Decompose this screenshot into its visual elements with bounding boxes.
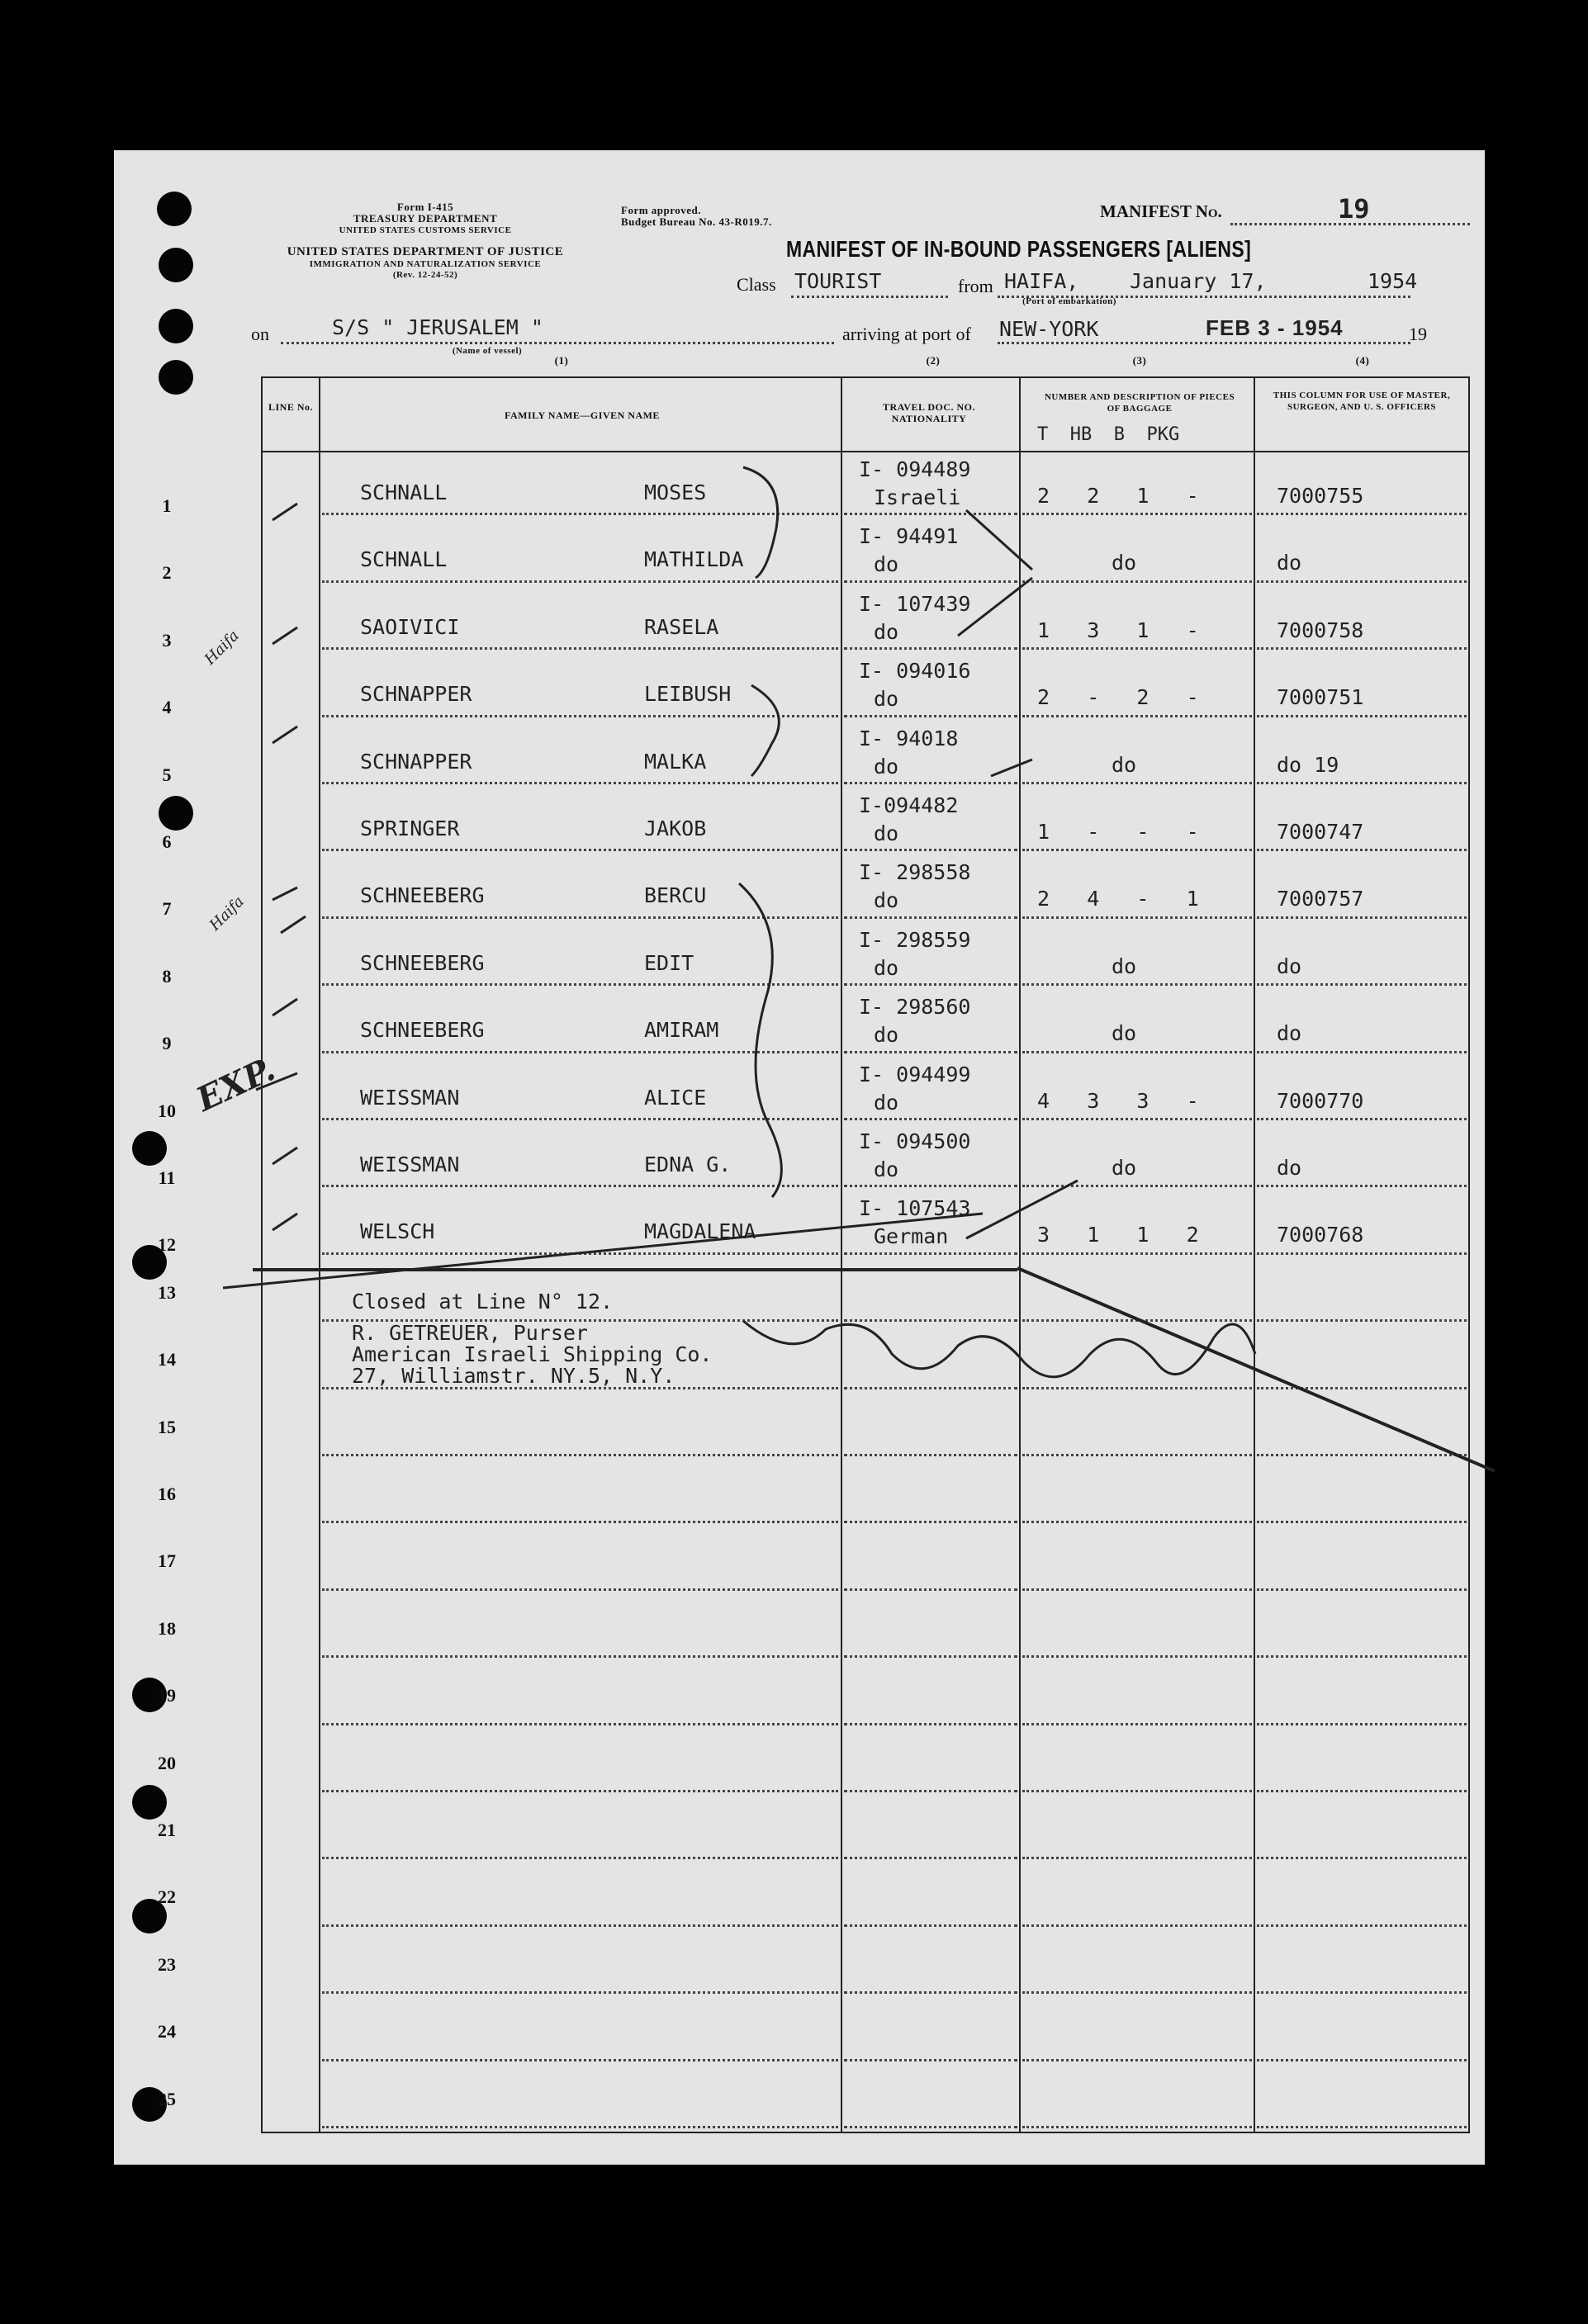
nationality: do	[874, 552, 899, 577]
baggage-count: 2 2 1 -	[1037, 484, 1199, 508]
ins-service: IMMIGRATION AND NATURALIZATION SERVICE	[309, 259, 542, 269]
margin-note: Haifa	[206, 892, 248, 935]
given-name: EDNA G.	[644, 1153, 732, 1176]
baggage-count: 2 4 - 1	[1037, 887, 1199, 911]
officer-reference: 7000768	[1277, 1223, 1364, 1247]
closing-line-4: 27, Williamstr. NY.5, N.Y.	[352, 1364, 675, 1388]
baggage-count: 4 3 3 -	[1037, 1088, 1199, 1113]
nationality: do	[874, 955, 899, 980]
given-name: ALICE	[644, 1085, 707, 1110]
nationality: do	[874, 821, 899, 845]
embark-date: January 17,	[1130, 269, 1267, 293]
col-num-2: (2)	[926, 354, 941, 367]
family-name: SCHNEEBERG	[360, 950, 485, 975]
year-suffix: 19	[1409, 324, 1427, 344]
baggage-count: 1 - - -	[1037, 820, 1199, 844]
customs-service: UNITED STATES CUSTOMS SERVICE	[339, 225, 512, 235]
officer-reference: 7000757	[1277, 887, 1364, 911]
given-name: EDIT	[644, 950, 694, 975]
from-label: from	[958, 276, 993, 296]
line-number: 12	[158, 1234, 176, 1256]
officer-reference: do 19	[1277, 752, 1339, 777]
family-name: SCHNEEBERG	[360, 1018, 485, 1043]
family-name: SCHNAPPER	[360, 749, 472, 774]
line-number: 21	[158, 1820, 176, 1840]
header-line-no: LINE No.	[268, 401, 313, 413]
family-name: WELSCH	[360, 1219, 435, 1244]
manifest-title: MANIFEST OF IN-BOUND PASSENGERS [ALIENS]	[786, 236, 1252, 262]
justice-dept: UNITED STATES DEPARTMENT OF JUSTICE	[287, 245, 564, 258]
nationality: Israeli	[874, 485, 961, 509]
family-name: SCHNALL	[360, 547, 448, 572]
travel-doc-number: I- 094489	[859, 457, 971, 481]
closing-line-3: American Israeli Shipping Co.	[352, 1342, 713, 1366]
nationality: do	[874, 687, 899, 712]
given-name: RASELA	[644, 614, 719, 639]
line-number: 2	[162, 562, 172, 584]
line-number: 8	[162, 965, 172, 987]
line-number: 22	[158, 1886, 176, 1908]
travel-doc-number: I- 94018	[859, 726, 959, 750]
baggage-count: do	[1112, 752, 1137, 777]
header-officers: THIS COLUMN FOR USE OF MASTER, SURGEON, AND U. S. OFFICERS	[1273, 390, 1451, 412]
embark-year: 1954	[1368, 269, 1418, 293]
officer-reference: do	[1277, 954, 1302, 978]
travel-doc-number: I- 298559	[859, 927, 971, 952]
given-name: MAGDALENA	[644, 1219, 756, 1244]
form-number: Form I-415	[396, 201, 454, 213]
family-name: SCHNEEBERG	[360, 883, 485, 908]
officer-reference: 7000755	[1277, 484, 1364, 508]
family-name: SCHNAPPER	[360, 682, 472, 707]
line-number: 7	[162, 898, 172, 920]
class-label: Class	[737, 274, 776, 295]
col-num-3: (3)	[1132, 354, 1147, 367]
arrival-port: NEW-YORK	[999, 317, 1099, 341]
baggage-count: 1 3 1 -	[1037, 618, 1199, 642]
arriving-label: arriving at port of	[842, 324, 971, 344]
line-number: 18	[158, 1617, 176, 1639]
given-name: AMIRAM	[644, 1018, 719, 1043]
line-number: 20	[158, 1752, 176, 1773]
nationality: do	[874, 1090, 899, 1115]
baggage-count: do	[1112, 551, 1137, 575]
baggage-count: do	[1112, 954, 1137, 978]
arrival-date-stamp: FEB 3 - 1954	[1206, 315, 1344, 340]
officer-reference: 7000751	[1277, 685, 1364, 710]
line-number: 15	[158, 1416, 176, 1437]
given-name: MALKA	[644, 749, 707, 774]
manifest-number: 19	[1338, 193, 1370, 225]
line-number: 13	[158, 1281, 176, 1303]
vessel-note: (Name of vessel)	[452, 346, 523, 356]
embark-port: HAIFA,	[1004, 269, 1079, 293]
baggage-count: 3 1 1 2	[1037, 1223, 1199, 1247]
on-label: on	[251, 324, 269, 344]
officer-reference: 7000770	[1277, 1088, 1364, 1113]
officer-reference: do	[1277, 1156, 1302, 1180]
class-value: TOURIST	[794, 269, 882, 293]
header-name: FAMILY NAME—GIVEN NAME	[505, 409, 660, 421]
closing-line-2: R. GETREUER, Purser	[352, 1321, 588, 1345]
officer-reference: do	[1277, 1021, 1302, 1046]
travel-doc-number: I- 298560	[859, 995, 971, 1020]
travel-doc-number: I- 107543	[859, 1196, 971, 1221]
header-travel-doc: TRAVEL DOC. NO. NATIONALITY	[883, 401, 975, 424]
given-name: MOSES	[644, 480, 707, 504]
line-number: 23	[158, 1953, 176, 1975]
margin-note: Haifa	[201, 627, 243, 669]
family-name: SCHNALL	[360, 480, 448, 504]
treasury-dept: TREASURY DEPARTMENT	[353, 212, 498, 225]
travel-doc-number: I- 094500	[859, 1129, 971, 1153]
closing-line-1: Closed at Line N° 12.	[352, 1290, 614, 1313]
given-name: JAKOB	[644, 816, 707, 840]
family-name: WEISSMAN	[360, 1085, 460, 1110]
line-number: 1	[162, 495, 172, 516]
baggage-count: 2 - 2 -	[1037, 685, 1199, 710]
line-number: 9	[162, 1033, 172, 1054]
nationality: German	[874, 1224, 949, 1249]
travel-doc-number: I- 094016	[859, 659, 971, 684]
line-number: 17	[158, 1550, 176, 1572]
exp-annotation: EXP.	[190, 1049, 282, 1119]
line-number: 3	[162, 629, 172, 651]
travel-doc-number: I- 094499	[859, 1062, 971, 1086]
header-baggage: NUMBER AND DESCRIPTION OF PIECES OF BAGGAGE	[1044, 392, 1235, 414]
approval-note: Form approved.	[621, 204, 702, 216]
family-name: WEISSMAN	[360, 1153, 460, 1176]
line-number: 24	[158, 2021, 176, 2042]
travel-doc-number: I- 107439	[859, 591, 971, 616]
col-num-1: (1)	[554, 354, 569, 367]
embark-note: (Port of embarkation)	[1022, 296, 1116, 306]
travel-doc-number: I- 94491	[859, 524, 959, 549]
line-number: 10	[158, 1100, 176, 1121]
officer-reference: 7000747	[1277, 820, 1364, 844]
baggage-count: do	[1112, 1021, 1137, 1046]
col-num-4: (4)	[1355, 354, 1370, 367]
revision: (Rev. 12-24-52)	[392, 270, 458, 280]
vessel-name: S/S " JERUSALEM "	[332, 315, 543, 339]
travel-doc-number: I-094482	[859, 793, 959, 817]
line-number: 16	[158, 1484, 176, 1504]
officer-reference: do	[1277, 551, 1302, 575]
line-number: 19	[158, 1685, 176, 1706]
header-baggage-sub: T HB B PKG	[1037, 424, 1180, 445]
line-number: 25	[158, 2088, 176, 2109]
travel-doc-number: I- 298558	[859, 860, 971, 885]
nationality: do	[874, 1023, 899, 1048]
officer-reference: 7000758	[1277, 618, 1364, 642]
given-name: LEIBUSH	[644, 682, 732, 707]
nationality: do	[874, 754, 899, 779]
line-number: 4	[162, 697, 172, 718]
family-name: SPRINGER	[360, 816, 460, 840]
line-number: 5	[162, 764, 172, 785]
line-number: 11	[158, 1167, 176, 1188]
baggage-count: do	[1112, 1156, 1137, 1180]
nationality: do	[874, 1157, 899, 1181]
budget-bureau: Budget Bureau No. 43-R019.7.	[621, 215, 772, 228]
given-name: BERCU	[644, 883, 707, 908]
nationality: do	[874, 888, 899, 913]
nationality: do	[874, 619, 899, 644]
manifest-label: MANIFEST No.	[1100, 201, 1222, 221]
given-name: MATHILDA	[644, 547, 744, 572]
line-number: 14	[158, 1349, 176, 1370]
line-number: 6	[162, 831, 172, 852]
family-name: SAOIVICI	[360, 614, 460, 639]
